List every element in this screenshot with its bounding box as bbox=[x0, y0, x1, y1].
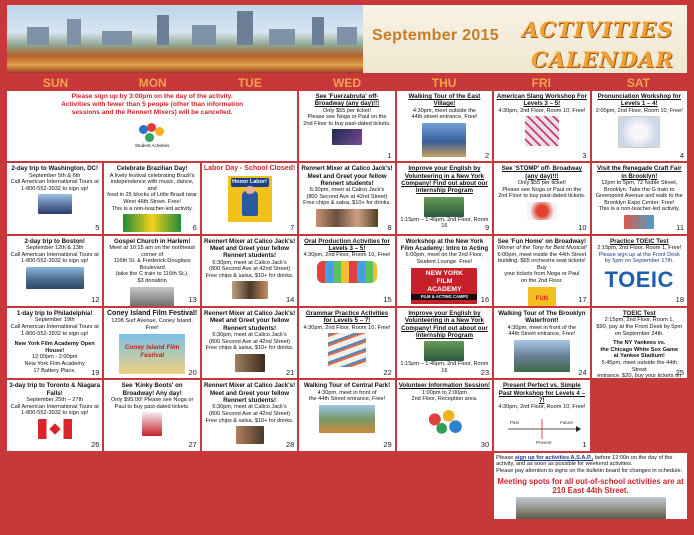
weekday-header-row bbox=[7, 75, 687, 91]
event-detail: (800 Second Ave at 42nd Street) bbox=[209, 266, 291, 273]
slang-collage-image bbox=[525, 116, 559, 146]
event-detail: Meet at 10:15 am on the northeast corner of bbox=[109, 245, 195, 258]
event-title: 3-day trip to Toronto & Niagara Falls! bbox=[9, 382, 101, 397]
event-title: Walking Tour of Central Park! bbox=[303, 382, 391, 390]
kinky-boots-poster bbox=[142, 412, 162, 436]
event-detail: 1-800-552-3932 to sign up! bbox=[21, 410, 89, 417]
event-title: Workshop at the New York Film Academy: Intro to Acting bbox=[400, 237, 489, 253]
weekday-mon: MON bbox=[138, 76, 167, 90]
event-detail: 1-800-552-3932 to sign up! bbox=[21, 185, 89, 192]
day-cell-20 bbox=[104, 308, 199, 378]
event-detail: entrance. $20, buy your tickets on bbox=[597, 373, 682, 379]
day-cell-8 bbox=[299, 163, 394, 233]
event-title: Practice TOEIC Test bbox=[609, 237, 669, 245]
event-detail: 6:00pm, meet inside the 44th Street bbox=[497, 251, 587, 258]
event-subtitle: The NY Yankees vs. bbox=[613, 340, 666, 347]
event-detail: Only $55 per ticket! bbox=[322, 107, 372, 114]
event-detail: Please see Noga or Paul on the bbox=[307, 114, 387, 121]
event-title: American Slang Workshop For Levels 3 – 5! bbox=[496, 93, 587, 108]
event-detail: A lively festival celebrating Brazil's bbox=[109, 172, 195, 179]
event-detail: $90, pay at the Front Desk by 5pm bbox=[596, 324, 683, 330]
notice-line: Activities with fewer than 5 people (other than information bbox=[61, 100, 244, 108]
weekday-sat: SAT bbox=[626, 76, 650, 90]
event-detail: Brooklyn. Take the G train to bbox=[604, 186, 675, 193]
day-number: 7 bbox=[290, 222, 295, 232]
labor-day-poster bbox=[228, 176, 272, 222]
event-detail: 2:15pm, 2nd Floor, Room 1, bbox=[604, 317, 674, 324]
event-detail: your tickets from Noga or Paul bbox=[504, 271, 580, 278]
event-title: Improve your English by Volunteering in a New York Company! Find out about our Internship Program bbox=[401, 310, 488, 340]
people-figures-image bbox=[317, 261, 377, 283]
event-title: Walking Tour of the East Village! bbox=[408, 93, 481, 108]
weekday-sun: SUN bbox=[42, 76, 69, 90]
students-photo bbox=[235, 354, 265, 372]
event-detail: (take the C train to 116th St.). bbox=[115, 271, 189, 278]
day-cell-11 bbox=[592, 163, 687, 233]
event-detail: 2:00pm, 2nd Floor, Room 10, Free! bbox=[595, 107, 683, 114]
event-title: Labor Day - School Closed! bbox=[203, 165, 296, 173]
event-detail: Brooklyn Expo Center. Free! bbox=[604, 199, 675, 206]
day-number: 8 bbox=[387, 222, 392, 232]
event-subtitle: the Chicago White Sox Game bbox=[600, 346, 679, 353]
event-detail: 2:15pm, 2nd Floor, Room 1, Free! bbox=[597, 245, 682, 252]
day-number: 3 bbox=[582, 150, 587, 160]
event-detail: 2nd Floor, Reception area. bbox=[411, 396, 478, 403]
weekday-fri: FRI bbox=[531, 76, 551, 90]
event-detail: 6:00pm, meet on the 2nd Floor, bbox=[405, 252, 484, 259]
day-number: 1 bbox=[582, 440, 587, 449]
day-cell-22 bbox=[299, 308, 394, 378]
day-cell-29 bbox=[299, 380, 394, 450]
event-detail: 2nd Floor to buy past-dated tickets. bbox=[498, 193, 586, 200]
grammar-collage-image bbox=[328, 333, 366, 367]
event-detail: 2nd Floor to buy past-dated tickets. bbox=[303, 120, 391, 127]
day-number: 12 bbox=[91, 295, 100, 305]
church-photo bbox=[130, 287, 174, 306]
brooklyn-waterfront-image bbox=[514, 340, 570, 372]
day-number: 11 bbox=[676, 222, 684, 232]
poster-text: FILM bbox=[436, 277, 453, 285]
event-detail: 6:30pm, meet at Calico Jack's bbox=[212, 332, 287, 339]
internship-image bbox=[424, 341, 464, 361]
event-detail: Winner of the Tony for Best Musical! bbox=[497, 245, 587, 252]
fun-home-poster: FUN bbox=[528, 287, 556, 306]
event-detail: Call American International Tours at bbox=[10, 179, 99, 186]
calendar-header bbox=[7, 5, 687, 73]
event-title: Rennert Mixer at Calico Jack's! Meet and Greet your fellow Rennert students! bbox=[203, 310, 296, 332]
day-number: 24 bbox=[578, 367, 587, 377]
brazil-festival-image bbox=[123, 214, 181, 232]
signup-info-text bbox=[496, 455, 685, 475]
event-subtitle: New York Film Academy Open House! bbox=[14, 341, 95, 354]
craft-fair-image bbox=[624, 215, 654, 229]
calendar-grid bbox=[7, 91, 687, 519]
day-cell-4 bbox=[592, 91, 687, 161]
canada-flag-icon bbox=[38, 419, 72, 439]
event-detail: 1-800-552-3932 to sign up! bbox=[21, 330, 89, 337]
internship-image bbox=[424, 197, 464, 217]
timeline-diagram bbox=[502, 413, 582, 447]
event-detail: 4:30pm, meet in front of the bbox=[507, 324, 577, 331]
event-detail: Student Lounge. Free! bbox=[416, 258, 473, 265]
day-number: 17 bbox=[578, 295, 587, 305]
day-cell-16 bbox=[397, 236, 492, 306]
event-detail: food in 25 blocks of Little Brazil near bbox=[107, 192, 198, 199]
event-detail: 17 Battery Place. bbox=[33, 367, 77, 374]
weekday-wed: WED bbox=[332, 76, 361, 90]
day-number: 2 bbox=[484, 150, 490, 160]
day-number: 18 bbox=[675, 295, 684, 305]
notice-line: sessions and the Rennert Mixers) will be cancelled. bbox=[71, 108, 233, 116]
event-title: Volunteer Information Session! bbox=[398, 382, 491, 390]
timeline-present-label: Present bbox=[535, 440, 552, 445]
event-detail: 116th St. & Frederick Douglass Boulevard bbox=[113, 258, 191, 271]
event-detail: on the 2nd Floor. bbox=[520, 278, 563, 285]
event-detail: independence with music, dance, and bbox=[110, 179, 194, 192]
event-detail: 12:00pm - 2:00pm bbox=[32, 354, 78, 361]
event-title: Coney Island Film Festival! bbox=[107, 310, 198, 318]
day-number: 20 bbox=[188, 367, 197, 377]
day-cell-21 bbox=[202, 308, 297, 378]
event-detail: Free chips & salsa, $10+ for drinks. bbox=[205, 417, 294, 424]
show-poster-image bbox=[332, 129, 362, 145]
event-detail: Call American International Tours at bbox=[10, 251, 99, 258]
event-detail: 6:30pm, meet at Calico Jack's bbox=[212, 404, 287, 411]
event-title: 2-day trip to Washington, DC! bbox=[11, 165, 99, 173]
day-number: 28 bbox=[285, 440, 295, 449]
event-detail: September 25th – 27th bbox=[26, 397, 84, 404]
day-number: 10 bbox=[578, 222, 587, 232]
poster-text: FILM & ACTING CAMPS bbox=[411, 294, 477, 300]
notice-line: Please sign up by 3:00pm on the day of the activity. bbox=[71, 93, 233, 100]
day-number: 4 bbox=[679, 150, 684, 160]
film-academy-logo bbox=[411, 268, 477, 304]
month-label: September 2015 bbox=[372, 27, 499, 44]
event-detail: on September 24th. bbox=[614, 330, 664, 337]
event-title: Present Perfect vs. Simple Past Workshop for Levels 4 – 7! bbox=[498, 382, 585, 405]
timeline-past-label: Past bbox=[509, 420, 519, 425]
day-cell-6 bbox=[104, 163, 199, 233]
event-detail: 1-800-552-3932 to sign up! bbox=[21, 258, 89, 265]
day-cell-9 bbox=[397, 163, 492, 233]
washington-image bbox=[38, 194, 72, 214]
day-cell-14 bbox=[202, 236, 297, 306]
students-photo bbox=[316, 209, 378, 227]
event-detail: $3 donation bbox=[137, 278, 167, 285]
day-number: 14 bbox=[285, 295, 295, 305]
day-cell-7 bbox=[202, 163, 297, 233]
day-number: 22 bbox=[383, 367, 392, 377]
students-photo bbox=[236, 426, 264, 444]
logo-caption: Student Activities bbox=[135, 142, 170, 148]
day-number: 15 bbox=[383, 295, 392, 305]
east-village-image bbox=[422, 123, 466, 157]
event-title: 2-day trip to Boston! bbox=[24, 237, 85, 245]
event-title: Walking Tour of The Brooklyn Waterfront! bbox=[498, 310, 586, 325]
event-detail: 5:45pm, meet outside the 44th Street bbox=[601, 359, 678, 373]
event-detail: Free chips & salsa, $10+ for drinks. bbox=[303, 200, 391, 207]
event-title: 1-day trip to Philadelphia! bbox=[16, 310, 93, 318]
info-text: Please pay attention to signs on the bulletin board for changes in schedule. bbox=[496, 468, 683, 475]
day-cell-25 bbox=[592, 308, 687, 378]
event-detail: New York Film Academy bbox=[24, 360, 85, 367]
event-detail: (800 Second Ave at 42nd Street) bbox=[209, 411, 291, 417]
event-detail: building. $65 orchestra seat tickets! Buy bbox=[498, 258, 586, 271]
event-detail: Please see Noga or Paul on the bbox=[502, 186, 582, 193]
event-detail: by 5pm on September 17th. bbox=[604, 258, 674, 265]
signup-info-cell bbox=[494, 453, 687, 519]
pronunciation-image bbox=[618, 116, 660, 148]
event-title: See 'Fuerzabruta' off-Broadway (any day)!!! bbox=[314, 93, 380, 108]
day-cell-13 bbox=[104, 236, 199, 306]
day-cell-18 bbox=[592, 236, 687, 306]
event-title: Oral Production Activities for Levels 3 – 5! bbox=[304, 237, 390, 253]
day-cell-28 bbox=[202, 380, 297, 450]
calendar-title-line2: CALENDAR bbox=[531, 47, 674, 72]
timeline-future-label: Future bbox=[559, 420, 573, 425]
central-park-image bbox=[319, 405, 375, 433]
event-detail: the 44th Street entrance, Free! bbox=[308, 396, 386, 403]
event-detail: Greenpoint Avenue and walk to the bbox=[595, 193, 683, 200]
toeic-logo: TOEIC bbox=[604, 266, 674, 292]
event-title: Improve your English by Volunteering in a New York Company! Find out about our Internship Program bbox=[401, 165, 488, 195]
day-cell-12 bbox=[7, 236, 102, 306]
poster-caption: Honor Labor! bbox=[232, 178, 267, 185]
day-cell-15 bbox=[299, 236, 394, 306]
event-detail: 4:30pm, 2nd Floor, Room 10, Free! bbox=[498, 107, 586, 114]
stomp-logo-image bbox=[527, 202, 557, 220]
event-detail: Free chips & salsa, $10+ for drinks. bbox=[205, 345, 294, 352]
day-cell-27 bbox=[104, 380, 199, 450]
day-cell-5 bbox=[7, 163, 102, 233]
event-detail: Call American International Tours at bbox=[10, 403, 99, 410]
event-detail: 6:30pm, meet at Calico Jack's bbox=[212, 259, 287, 266]
poster-text: NEW YORK bbox=[425, 269, 464, 277]
event-detail: This is a non-teacher-led activity. bbox=[111, 205, 193, 212]
event-title: See 'Kinky Boots' on Broadway! Any day! bbox=[121, 382, 183, 397]
event-title: TOEIC Test bbox=[622, 310, 656, 318]
event-detail: (800 Second Ave at 42nd Street) bbox=[209, 338, 291, 345]
weekday-thu: THU bbox=[431, 76, 457, 90]
event-title: See 'STOMP' off- Broadway (any day)!!! bbox=[501, 165, 583, 180]
event-detail: Call American International Tours at bbox=[10, 324, 99, 330]
event-detail: 1:15pm – 1:45pm, 2nd Floor, Room 16 bbox=[400, 361, 489, 374]
event-title: Rennert Mixer at Calico Jack's! Meet and Greet your fellow Rennert students! bbox=[203, 382, 296, 405]
event-title: Grammar Practice Activities for Levels 5 – 7! bbox=[305, 310, 389, 325]
city-skyline-image bbox=[7, 5, 363, 73]
event-detail: 1:15pm – 1:45pm, 2nd Floor, Room 16 bbox=[400, 216, 489, 230]
boston-image bbox=[26, 267, 84, 289]
street-photo bbox=[516, 497, 666, 519]
event-detail: This is a non-teacher-led activity. bbox=[598, 206, 680, 213]
day-cell-10 bbox=[494, 163, 589, 233]
info-text: before 12:00n on the day of the activity, and as soon as possible for weekend activities. bbox=[496, 454, 673, 468]
day-number: 16 bbox=[480, 295, 490, 305]
event-detail: (800 Second Ave at 42nd Street) bbox=[306, 193, 388, 200]
event-title: Rennert Mixer at Calico Jack's! Meet and Greet your fellow Rennert students! bbox=[203, 237, 296, 260]
day-cell-17 bbox=[494, 236, 589, 306]
event-detail: 12pm to 5pm, 72 Noble Street, bbox=[601, 179, 678, 186]
event-detail: 44th street entrance, Free! bbox=[411, 114, 478, 121]
event-detail: 4:30pm, meet in front of bbox=[317, 389, 377, 396]
day-number: 26 bbox=[91, 440, 100, 449]
day-number: 6 bbox=[192, 222, 197, 232]
event-detail: 44th Street entrance, Free! bbox=[508, 331, 576, 338]
day-number: 25 bbox=[675, 367, 684, 377]
event-title: Pronunciation Workshop for Levels 1 – 4! bbox=[597, 93, 681, 108]
event-subtitle: at Yankee Stadium! bbox=[613, 353, 665, 360]
event-title: Gospel Church in Harlem! bbox=[113, 237, 191, 245]
event-detail: West 46th Street. Free! bbox=[123, 199, 181, 206]
day-number: 30 bbox=[480, 440, 490, 449]
day-number: 1 bbox=[387, 150, 392, 160]
day-number: 13 bbox=[188, 295, 197, 305]
day-cell-1 bbox=[299, 91, 394, 161]
event-detail: 4:30pm, 2nd Floor, Room 10, Free! bbox=[498, 404, 586, 411]
event-detail: 1:00pm to 2:00pm bbox=[421, 389, 467, 396]
calendar-title-line1: ACTIVITIES bbox=[522, 17, 674, 42]
day-number: 19 bbox=[91, 367, 100, 377]
day-number: 21 bbox=[285, 367, 295, 377]
event-detail: 1208 Surf Avenue, Coney Island. Free! bbox=[111, 318, 193, 331]
event-detail: 4:30pm, 2nd Floor, Room 10, Free! bbox=[303, 324, 391, 331]
day-cell-3 bbox=[494, 91, 589, 161]
event-detail: Free chips & salsa, $10+ for drinks. bbox=[205, 272, 294, 279]
student-activities-logo-icon bbox=[139, 123, 165, 143]
day-cell-oct-1 bbox=[494, 380, 589, 450]
info-text: Please bbox=[496, 454, 515, 461]
day-number: 27 bbox=[188, 440, 197, 449]
event-detail: September 12th & 13th bbox=[25, 245, 84, 252]
weekday-tue: TUE bbox=[237, 76, 262, 90]
event-title: Celebrate Brazilian Day! bbox=[116, 165, 188, 173]
event-detail: Paul to buy past-dated tickets. bbox=[114, 403, 190, 410]
info-emphasis: sign up for activities A.S.A.P., bbox=[514, 454, 594, 461]
event-title: Rennert Mixer at Calico Jack's! Meet and Greet your fellow Rennert students! bbox=[301, 165, 393, 187]
film-festival-poster: Coney Island Film Festival bbox=[119, 334, 185, 374]
day-cell-2 bbox=[397, 91, 492, 161]
day-cell-26 bbox=[7, 380, 102, 450]
event-detail: Only $95.00! Please see Noga or bbox=[110, 397, 194, 404]
signup-notice-cell bbox=[7, 91, 297, 161]
event-detail: September 5th & 6th bbox=[29, 172, 81, 179]
event-detail: Please sign up at the Front Desk bbox=[598, 251, 680, 258]
event-detail: 4:30pm, 2nd Floor, Room 10, Free! bbox=[303, 252, 391, 259]
day-cell-24 bbox=[494, 308, 589, 378]
day-number: 5 bbox=[95, 222, 100, 232]
volunteer-hands-image bbox=[421, 405, 467, 441]
day-cell-30 bbox=[397, 380, 492, 450]
students-photo bbox=[232, 281, 268, 299]
event-detail: Only $55 per ticket! bbox=[517, 179, 566, 186]
meeting-spot-notice: Meeting spots for all out-of-school activities are at 210 East 44th Street. bbox=[497, 476, 684, 495]
poster-text: ACADEMY bbox=[427, 285, 462, 293]
event-detail: 6:30pm, meet at Calico Jack's bbox=[309, 187, 385, 194]
day-number: 23 bbox=[480, 367, 490, 377]
day-cell-23 bbox=[397, 308, 492, 378]
event-title: See 'Fun Home' on Broadway! bbox=[497, 237, 587, 245]
event-title: Visit the Renegade Craft Fair in Brooklyn! bbox=[597, 165, 682, 180]
day-number: 29 bbox=[383, 440, 392, 449]
event-detail: 4:30pm, meet outside the bbox=[412, 107, 476, 114]
day-number: 9 bbox=[484, 222, 490, 232]
day-cell-19 bbox=[7, 308, 102, 378]
event-detail: September 19th bbox=[34, 317, 75, 324]
